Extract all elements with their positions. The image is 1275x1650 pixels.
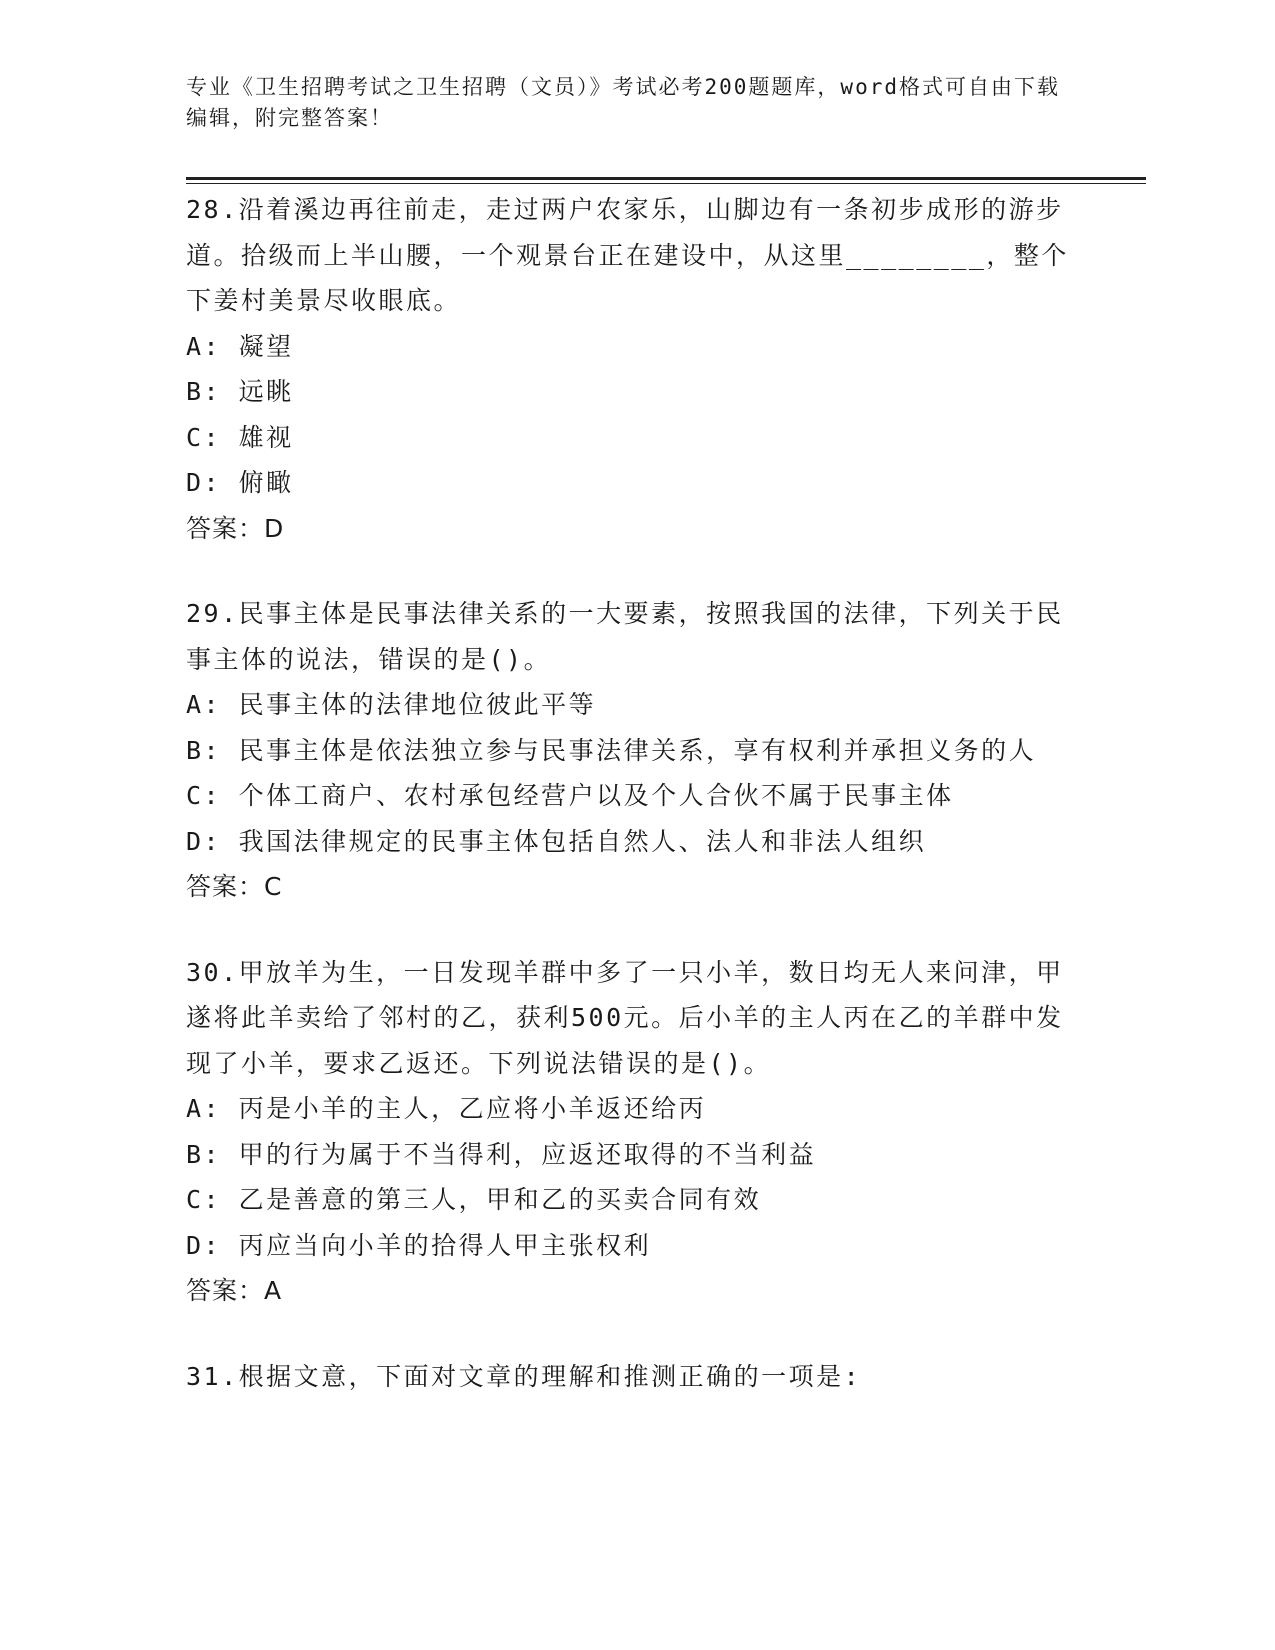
option-a: A: 凝望 [186,331,294,361]
header-rule-thin [186,183,1146,184]
question-28 [186,187,1086,551]
question-29 [186,591,1086,910]
option-c: C: 雄视 [186,422,294,452]
header-rule-thick [186,177,1146,180]
option-a: A: 丙是小羊的主人，乙应将小羊返还给丙 [186,1094,707,1123]
option-b: B: 远眺 [186,377,294,406]
question-list [186,187,1086,1439]
answer: 答案：A [186,1276,283,1305]
option-b: B: 民事主体是依法独立参与民事法律关系，享有权利并承担义务的人 [186,735,1037,765]
option-b: B: 甲的行为属于不当得利，应返还取得的不当利益 [186,1139,817,1169]
option-c: C: 乙是善意的第三人，甲和乙的买卖合同有效 [186,1185,762,1214]
question-stem: 29.民事主体是民事法律关系的一大要素，按照我国的法律，下列关于民事主体的说法，错误的是()。 [186,599,1064,674]
answer: 答案：C [186,872,283,901]
question-stem: 28.沿着溪边再往前走，走过两户农家乐，山脚边有一条初步成形的游步道。拾级而上半山腰，一个观景台正在建设中，从这里________，整个下姜村美景尽收眼底。 [186,195,1069,315]
option-d: D: 丙应当向小羊的拾得人甲主张权利 [186,1230,652,1260]
option-c: C: 个体工商户、农村承包经营户以及个人合伙不属于民事主体 [186,781,954,810]
option-d: D: 我国法律规定的民事主体包括自然人、法人和非法人组织 [186,826,927,856]
question-stem: 30.甲放羊为生，一日发现羊群中多了一只小羊，数日均无人来问津，甲遂将此羊卖给了邻村的乙，获利500元。后小羊的主人丙在乙的羊群中发现了小羊，要求乙返还。下列说法错误的是()。 [186,957,1064,1078]
document-header: 专业《卫生招聘考试之卫生招聘（文员）》考试必考200题题库，word格式可自由下载编辑，附完整答案！ [186,75,1060,130]
option-d: D: 俯瞰 [186,468,294,497]
answer: 答案：D [186,513,285,543]
question-stem: 31.根据文意，下面对文章的理解和推测正确的一项是: [186,1361,862,1391]
option-a: A: 民事主体的法律地位彼此平等 [186,690,597,719]
question-31 [186,1354,1086,1400]
question-30 [186,950,1086,1314]
